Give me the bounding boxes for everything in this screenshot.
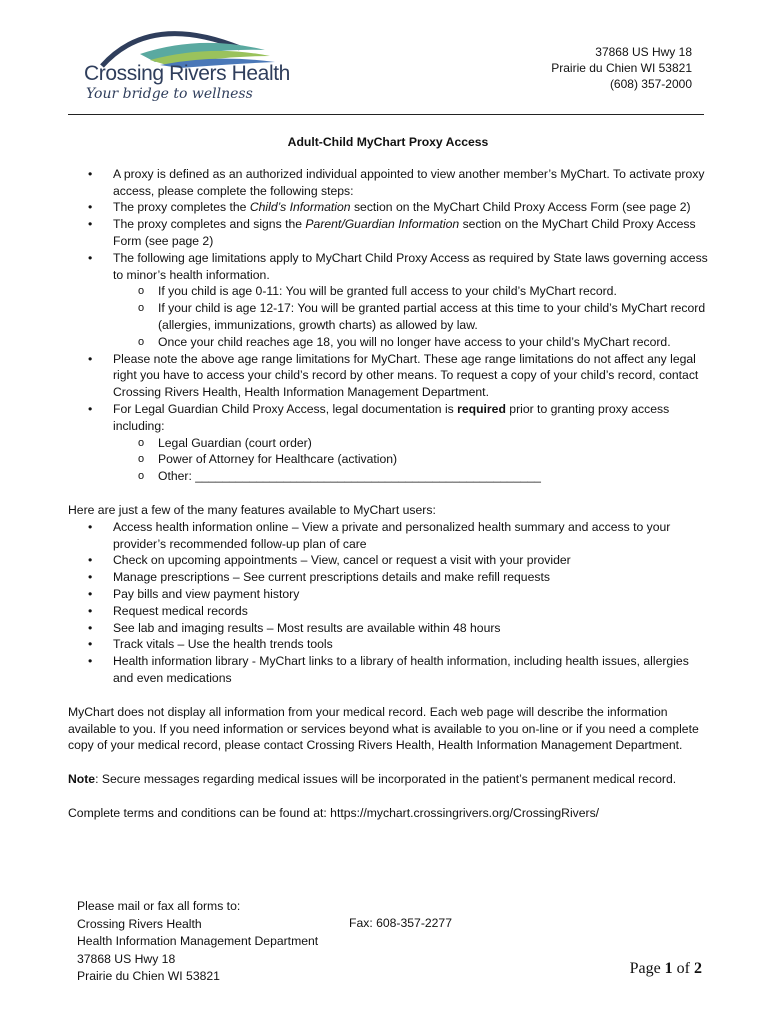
list-item: • Track vitals – Use the health trends tools	[68, 636, 708, 653]
address-phone: (608) 357-2000	[609, 77, 692, 91]
crossing-rivers-logo	[80, 20, 290, 110]
list-item: • Check on upcoming appointments – View, cancel or request a visit with your provider	[68, 552, 708, 569]
list-item: • Pay bills and view payment history	[68, 586, 708, 603]
mail-org: Crossing Rivers Health	[77, 916, 202, 931]
page-title: Adult-Child MyChart Proxy Access	[287, 135, 489, 149]
logo-name: Crossing Rivers Health	[84, 62, 290, 85]
list-item: o If you child is age 0-11: You will be granted full access to your child’s MyChart record.	[68, 283, 708, 300]
header-address	[551, 44, 692, 92]
legal-documents-list	[113, 435, 708, 485]
fax-number: Fax: 608-357-2277	[349, 916, 452, 930]
note-paragraph: Note: Secure messages regarding medical issues will be incorporated in the patient’s permanent medical record.	[68, 772, 677, 787]
mail-city: Prairie du Chien WI 53821	[77, 969, 220, 983]
list-item: • The proxy completes the Child’s Information section on the MyChart Child Proxy Access Form (see page 2)	[68, 199, 708, 216]
address-line2: Prairie du Chien WI 53821	[551, 61, 692, 75]
list-item: • Manage prescriptions – See current prescriptions details and make refill requests	[68, 569, 708, 586]
list-item: • For Legal Guardian Child Proxy Access, legal documentation is required prior to granting proxy access including: o Legal Guardian (court order) o Power of Attorney for Healthcare (activation) o Other: ___________________________________________________	[68, 401, 708, 485]
list-item: o Power of Attorney for Healthcare (activation)	[68, 451, 708, 468]
list-item: • Access health information online – View a private and personalized health summary and access to your provider’s recommended follow-up plan of care	[68, 519, 708, 553]
header-rule	[68, 114, 704, 115]
list-item: • A proxy is defined as an authorized individual appointed to view another member’s MyChart. To activate proxy access, please complete the following steps:	[68, 166, 708, 200]
mailing-address	[77, 898, 318, 986]
mail-instructions: Please mail or fax all forms to:	[77, 899, 241, 913]
mail-department: Health Information Management Department	[77, 934, 319, 948]
list-item: o Legal Guardian (court order)	[68, 435, 708, 452]
document-body	[68, 134, 708, 822]
logo-tagline: Your bridge to wellness	[86, 86, 253, 102]
list-item: • Request medical records	[68, 603, 708, 620]
list-item: • The proxy completes and signs the Parent/Guardian Information section on the MyChart Child Proxy Access Form (see page 2)	[68, 216, 708, 250]
features-list	[68, 519, 708, 687]
bridge-river-logo-icon	[80, 20, 280, 68]
list-item: o Other: ___________________________________________________	[68, 468, 708, 485]
terms-paragraph: Complete terms and conditions can be found at: https://mychart.crossingrivers.org/CrossingRivers/	[68, 805, 600, 820]
list-item: • See lab and imaging results – Most results are available within 48 hours	[68, 620, 708, 637]
list-item: • Health information library - MyChart links to a library of health information, including health issues, allergies and even medications	[68, 653, 708, 687]
proxy-steps-list	[68, 166, 708, 485]
list-item: o If your child is age 12-17: You will be granted partial access at this time to your child’s MyChart record (allergies, immunizations, growth charts) as allowed by law.	[68, 300, 708, 334]
mail-street: 37868 US Hwy 18	[77, 951, 176, 966]
features-intro: Here are just a few of the many features available to MyChart users:	[68, 502, 436, 517]
list-item: • The following age limitations apply to MyChart Child Proxy Access as required by State laws governing access to minor’s health information. o If you child is age 0-11: You will be granted full access to your child’s MyChart record. o If your child is age 12-17: You will be granted partial access at this time to your child’s MyChart record (allergies, immunizations, growth charts) as allowed by law. o Once your child reaches age 18, you will no longer have access to your child’s MyChart record.	[68, 250, 708, 351]
address-line1: 37868 US Hwy 18	[595, 45, 692, 59]
info-paragraph: MyChart does not display all information from your medical record. Each web page will describe the information available to you. If you need information or services beyond what is available to you on-line or if you need a complete copy of your medical record, please contact Crossing Rivers Health, Health Information Management Department.	[68, 704, 699, 753]
list-item: • Please note the above age range limitations for MyChart. These age range limitations do not affect any legal right you have to access your child’s record by other means. To request a copy of your child’s record, contact Crossing Rivers Health, Health Information Management Department.	[68, 351, 708, 401]
age-limitations-list	[113, 283, 708, 350]
list-item: o Once your child reaches age 18, you will no longer have access to your child’s MyChart record.	[68, 334, 708, 351]
page-number: Page 1 of 2	[629, 960, 702, 977]
